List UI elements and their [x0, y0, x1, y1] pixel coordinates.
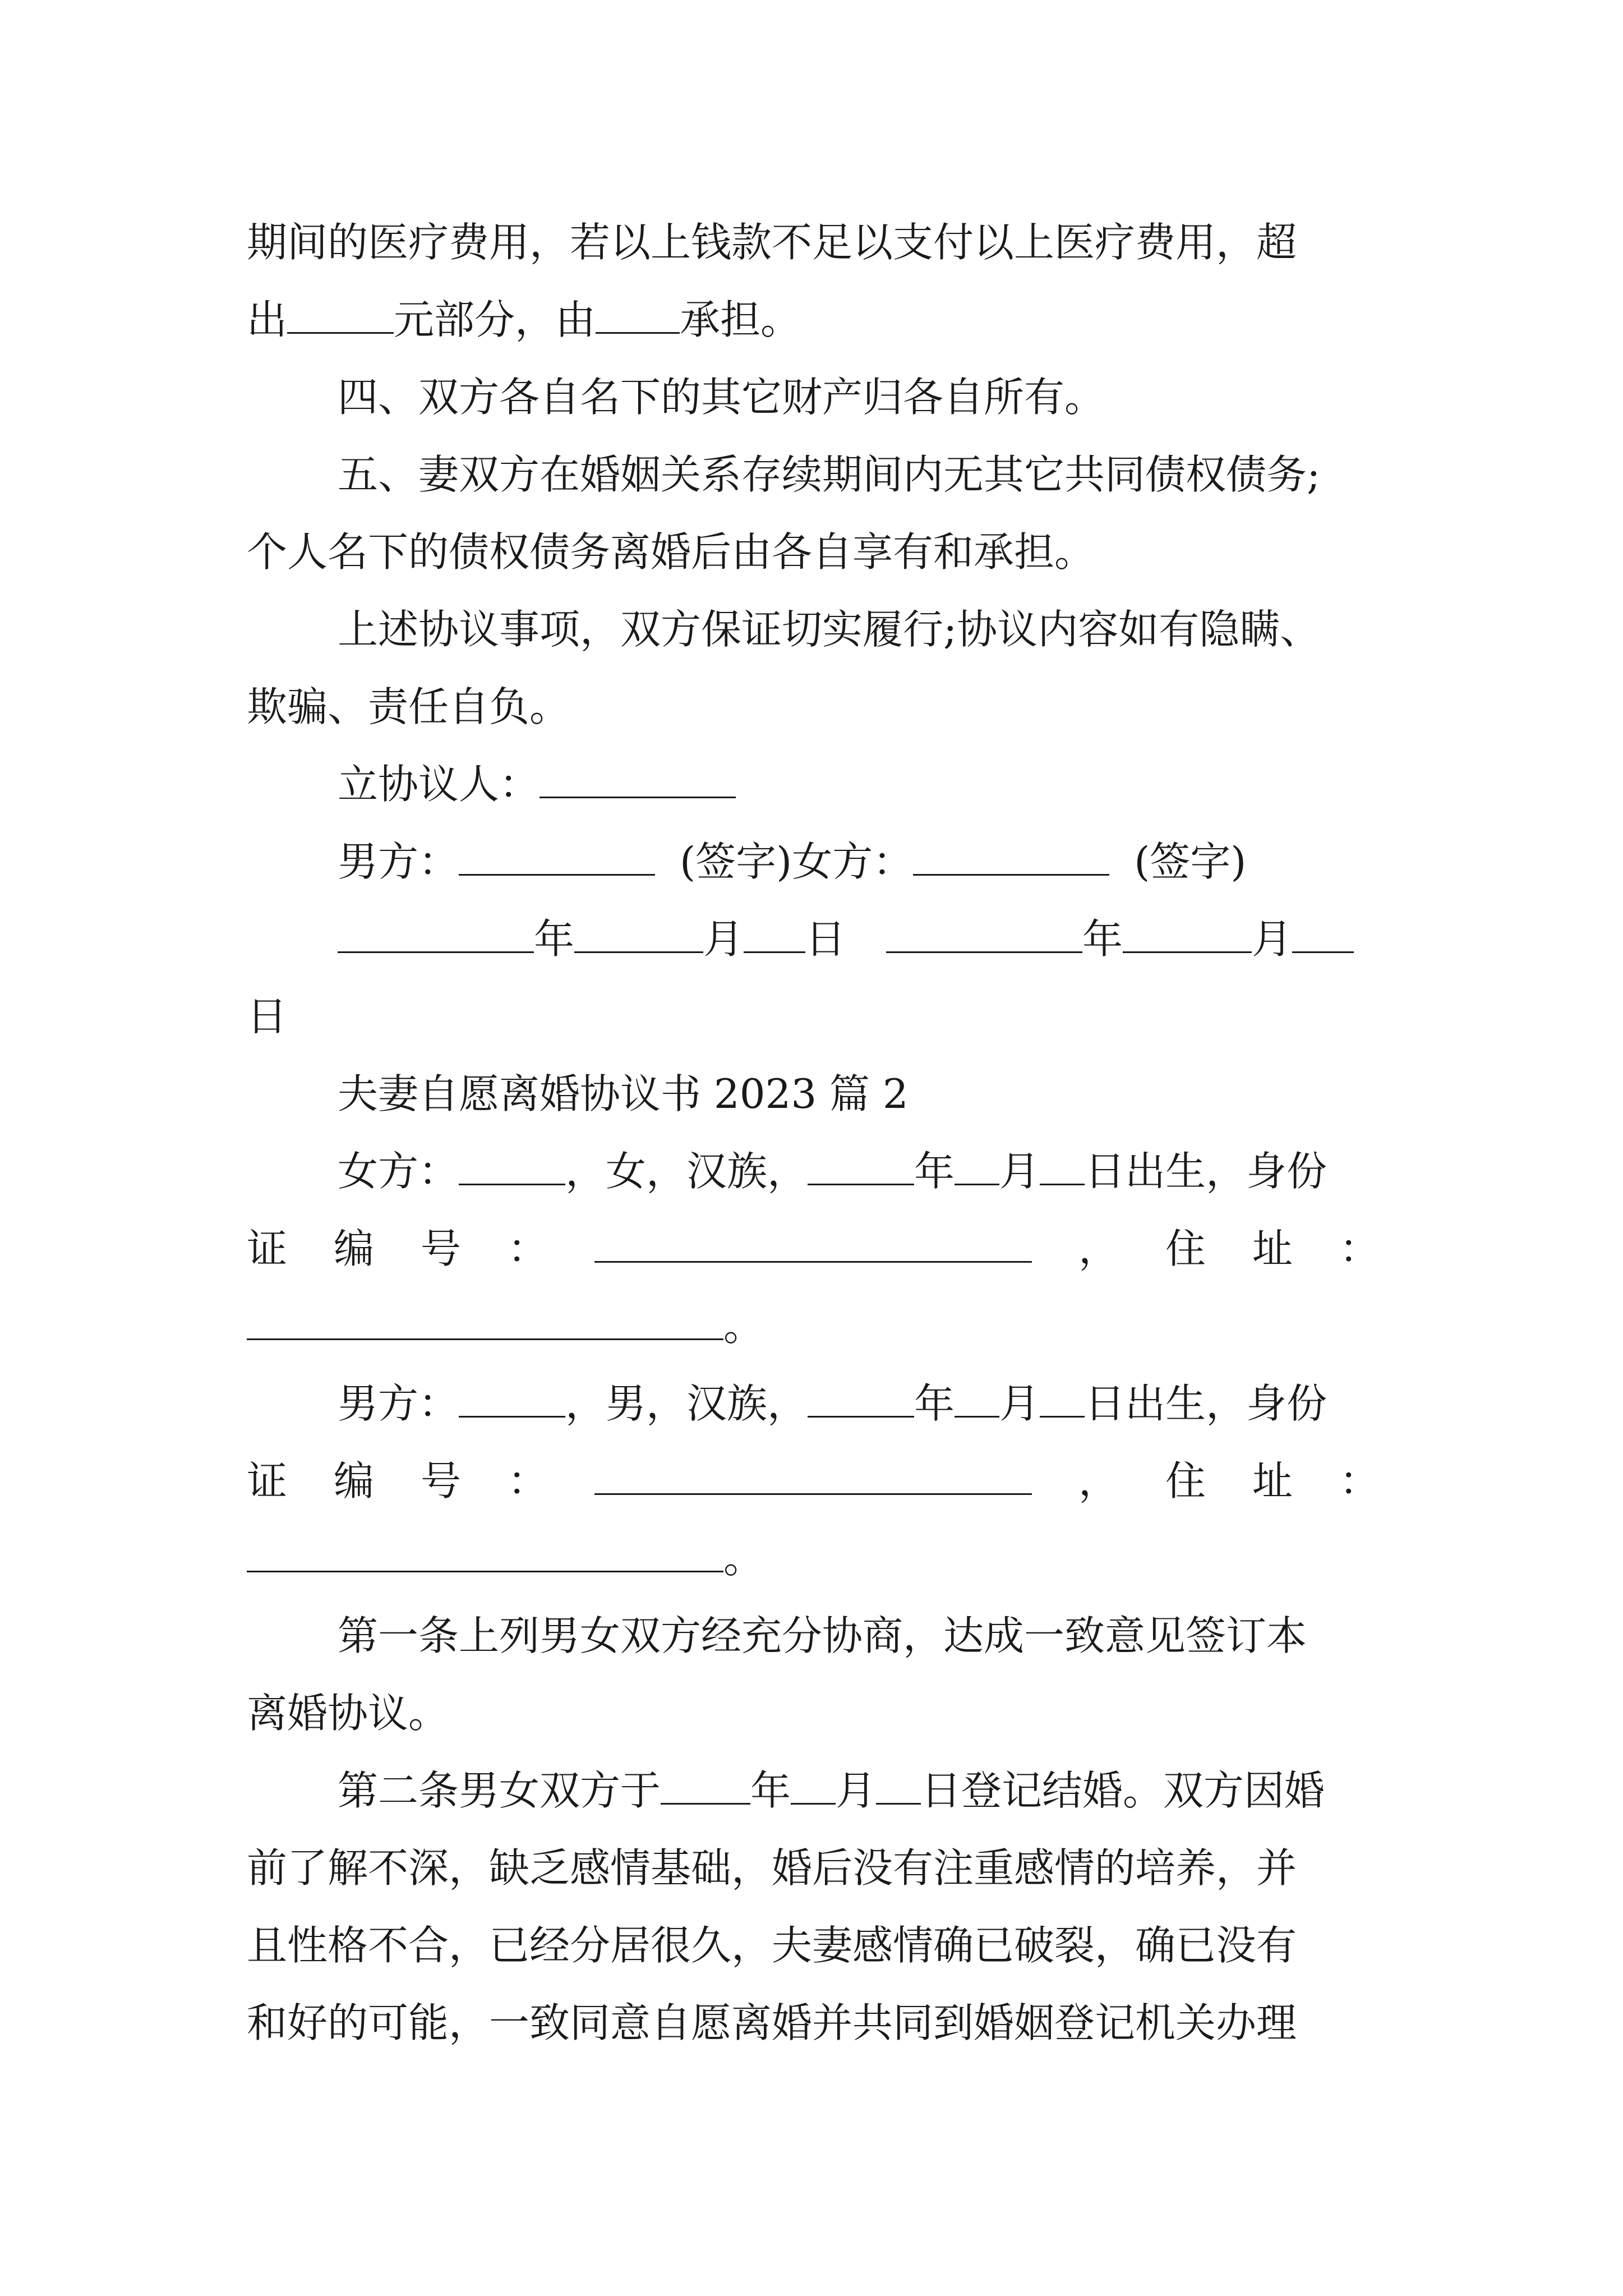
paragraph-line: [247, 209, 1380, 276]
text: 第二条男女双方于: [338, 1767, 661, 1814]
address-line: [247, 1525, 1380, 1592]
paragraph-line: [338, 364, 1470, 431]
blank-name: [459, 1140, 565, 1185]
text: 住: [1165, 1225, 1206, 1272]
text: 月: [999, 1148, 1040, 1195]
text: ：: [1339, 1225, 1380, 1272]
blank-day: [1040, 1372, 1085, 1418]
date-line: [338, 905, 1470, 973]
text: 年: [1082, 915, 1123, 963]
text: 月: [836, 1767, 877, 1814]
blank-signatory: [540, 753, 736, 798]
text: 和好的可能，一致同意自愿离婚并共同到婚姻登记机关办理: [247, 1999, 1297, 2046]
text: 五、妻双方在婚姻关系存续期间内无其它共同债权债务;: [338, 451, 1321, 498]
text: ：: [508, 1225, 548, 1272]
text: 日: [247, 993, 288, 1040]
text: 欺骗、责任自负。: [247, 683, 570, 730]
text: 元部分，由: [394, 296, 596, 343]
blank-address: [247, 1527, 723, 1572]
husband-info-line: [338, 1370, 1470, 1437]
text: 上述协议事项，双方保证切实履行;协议内容如有隐瞒、: [338, 606, 1321, 653]
blank-amount: [287, 288, 394, 334]
text: 住: [1165, 1457, 1206, 1504]
blank-year: [808, 1140, 914, 1185]
text: 离婚协议。: [247, 1690, 449, 1737]
blank-month: [955, 1372, 999, 1418]
text: ，女，汉族，: [565, 1148, 808, 1195]
address-line: [247, 1292, 1380, 1360]
text: 。: [723, 1303, 764, 1350]
text: 址: [1252, 1457, 1293, 1504]
text: ：: [1339, 1457, 1380, 1504]
text: 日出生，身份: [1085, 1380, 1327, 1427]
paragraph-line: [247, 1989, 1380, 2056]
paragraph-line: [247, 673, 1380, 740]
text: 月: [999, 1380, 1040, 1427]
text: 号: [421, 1457, 462, 1504]
paragraph-line: [247, 286, 1380, 353]
text: 月: [703, 915, 744, 963]
text: ，: [1078, 1457, 1119, 1504]
text: 夫妻自愿离婚协议书 2023 篇 2: [338, 1070, 909, 1117]
text: 日登记结婚。双方因婚: [921, 1767, 1325, 1814]
text: 年: [750, 1767, 791, 1814]
text: ，男，汉族，: [565, 1380, 808, 1427]
text: 日出生，身份: [1085, 1148, 1327, 1195]
text: 年: [534, 915, 575, 963]
blank-wife-signature: [913, 830, 1109, 876]
signature-line: [338, 828, 1470, 895]
text: 男方：: [338, 838, 459, 885]
paragraph-line: [338, 596, 1470, 663]
text: 日: [805, 915, 846, 963]
text: 。: [723, 1535, 764, 1582]
blank-address: [247, 1295, 723, 1340]
paragraph-line: [338, 441, 1470, 508]
blank-year: [661, 1759, 750, 1805]
text: 立协议人：: [338, 761, 540, 808]
blank-day: [1040, 1140, 1085, 1185]
text: 个人名下的债权债务离婚后由各自享有和承担。: [247, 528, 1095, 576]
blank-day: [1292, 908, 1354, 953]
blank-day: [744, 908, 805, 953]
text: 年: [914, 1380, 955, 1427]
text: 出: [247, 296, 288, 343]
blank-month: [791, 1759, 836, 1805]
text: 编: [334, 1225, 375, 1272]
text: 证: [247, 1225, 288, 1272]
text: (签字)女方：: [680, 838, 914, 885]
paragraph-line: [247, 1834, 1380, 1902]
signatory-line: [338, 751, 1470, 818]
text: (签字): [1134, 838, 1247, 885]
blank-day: [876, 1759, 921, 1805]
blank-year: [886, 908, 1082, 953]
text: 四、双方各自名下的其它财产归各自所有。: [338, 374, 1105, 421]
text: 期间的医疗费用，若以上钱款不足以支付以上医疗费用，超: [247, 219, 1297, 266]
text: 承担。: [680, 296, 801, 343]
paragraph-line: [247, 518, 1380, 586]
text: 月: [1252, 915, 1293, 963]
paragraph-line: [247, 1680, 1380, 1747]
text: 址: [1252, 1225, 1293, 1272]
text: 号: [421, 1225, 462, 1272]
id-address-line: [247, 1447, 1380, 1515]
blank-month: [574, 908, 703, 953]
blank-name: [459, 1372, 565, 1418]
blank-year: [808, 1372, 914, 1418]
paragraph-line: [338, 1602, 1470, 1669]
text: 男方：: [338, 1380, 459, 1427]
blank-month: [955, 1140, 999, 1185]
text: 证: [247, 1457, 288, 1504]
blank-year: [338, 908, 534, 953]
text: 且性格不合，已经分居很久，夫妻感情确已破裂，确已没有: [247, 1922, 1297, 1969]
blank-id-number: [594, 1450, 1032, 1495]
text: 编: [334, 1457, 375, 1504]
text: ：: [508, 1457, 548, 1504]
paragraph-line: [338, 1757, 1470, 1824]
blank-month: [1123, 908, 1252, 953]
text: 年: [914, 1148, 955, 1195]
blank-party: [596, 288, 680, 334]
id-address-line: [247, 1215, 1380, 1282]
text: 第一条上列男女双方经充分协商，达成一致意见签订本: [338, 1612, 1307, 1659]
blank-husband-signature: [459, 830, 655, 876]
text: 女方：: [338, 1148, 459, 1195]
wife-info-line: [338, 1138, 1470, 1205]
blank-id-number: [594, 1217, 1032, 1263]
paragraph-line: [247, 983, 1380, 1050]
section-title: [338, 1060, 1470, 1128]
text: ，: [1078, 1225, 1119, 1272]
paragraph-line: [247, 1912, 1380, 1979]
text: 前了解不深，缺乏感情基础，婚后没有注重感情的培养，并: [247, 1844, 1297, 1892]
